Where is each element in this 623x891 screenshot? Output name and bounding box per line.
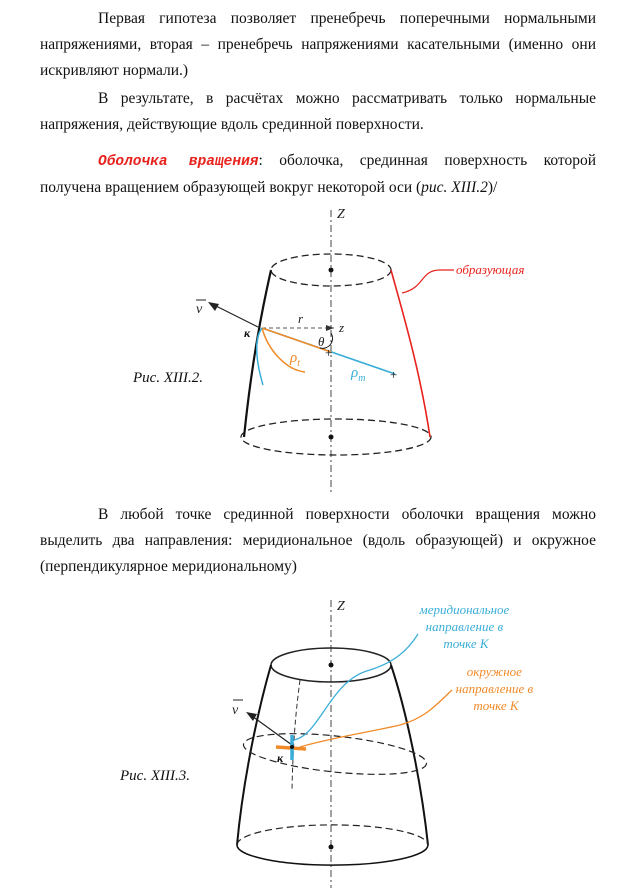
figure3-normal-label: v — [232, 703, 239, 718]
paragraph-definition — [40, 148, 596, 201]
figure2-bottom-ellipse — [241, 419, 431, 455]
svg-text:+: + — [390, 367, 398, 382]
figure2-rho-t-label: $\rho_t$ — [290, 350, 300, 369]
term-shell-of-revolution: Оболочка вращения — [98, 154, 259, 170]
paragraph-result: В результате, в расчётах можно рассматривать только нормальные напряжения, действующие вдоль срединной поверхности. — [40, 90, 596, 133]
figure3-caption: Рис. XIII.3. — [120, 768, 190, 784]
figure2-theta-label: θ — [318, 334, 325, 349]
definition-end: )/ — [487, 179, 498, 196]
figure2-rho-m-label: $\rho_m$ — [351, 365, 366, 384]
figure3-middle-ellipse — [242, 726, 429, 781]
paragraph-hypothesis: Первая гипотеза позволяет пренебречь поперечными нормальными напряжениями, вторая – пренебречь напряжениями касательными (именно они искривляют нормали.) — [40, 10, 596, 79]
figure2-axis-label: Z — [337, 207, 345, 222]
figure2-caption: Рис. XIII.2. — [133, 370, 203, 386]
figure2-diagram — [0, 200, 623, 500]
figure2-generatrix — [391, 270, 430, 437]
figure2-radius-label: r — [298, 311, 304, 326]
figure3-axis-label: Z — [337, 599, 345, 614]
paragraph-directions: В любой точке срединной поверхности оболочки вращения можно выделить два направления: меридиональное (вдоль образующей) и окружное (перпендикулярное меридиональному) — [40, 506, 596, 575]
definition-text: : оболочка, срединная поверхность которой получена вращением образующей вокруг некоторой оси ( — [40, 152, 596, 196]
figure2-normal-label: v — [196, 302, 203, 317]
figure2-point-label: к — [244, 326, 251, 340]
figure3-meridional-label: меридиональное направление в точке К — [419, 602, 510, 651]
figure2-z-label: z — [339, 320, 345, 335]
svg-text:+: + — [325, 345, 333, 360]
figure2-generatrix-label: образующая — [456, 262, 525, 277]
figure-reference: рис. XIII.2 — [421, 179, 488, 196]
figure3-diagram — [0, 590, 623, 890]
figure3-circumferential-label: окружное направление в точке К — [455, 664, 534, 713]
figure3-point-label: к — [277, 751, 284, 765]
